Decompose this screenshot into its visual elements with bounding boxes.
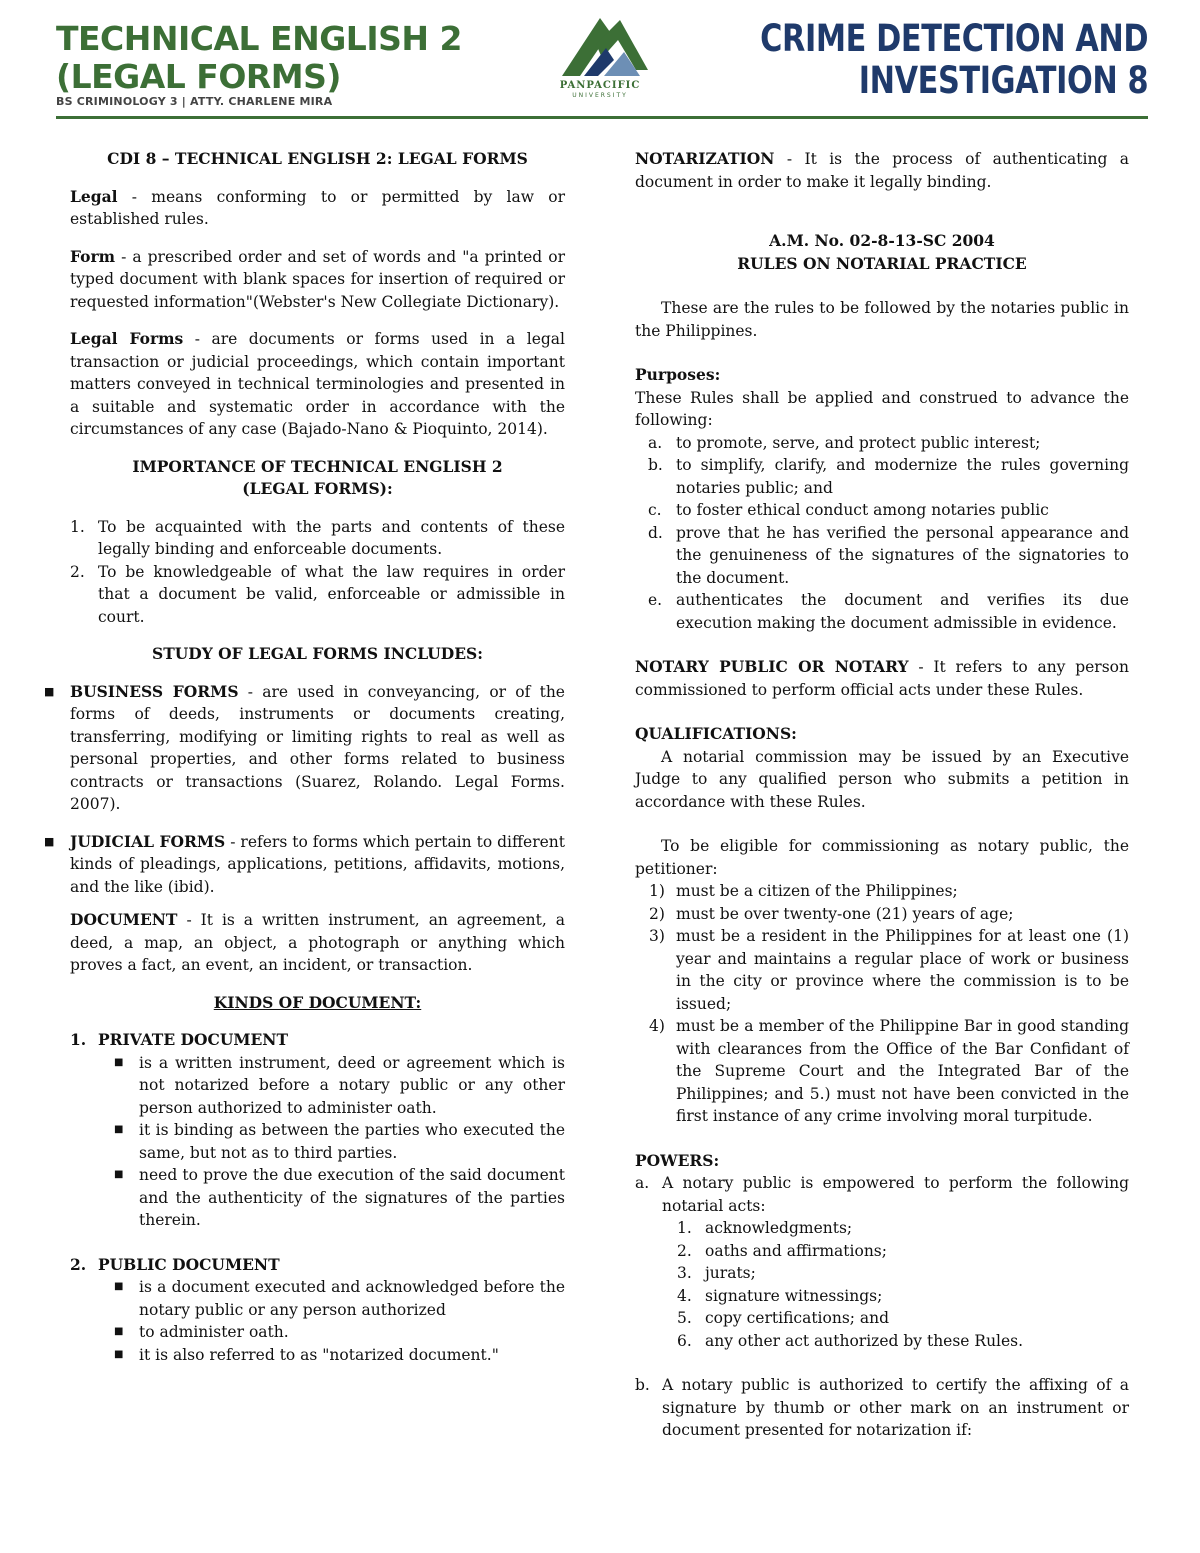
list-text: any other act authorized by these Rules. — [705, 1331, 1024, 1350]
list-marker: 3. — [677, 1264, 692, 1282]
list-text: to simplify, clarify, and modernize the rules governing notaries public; and — [676, 456, 1129, 497]
list-text: must be over twenty-one (21) years of age; — [676, 904, 1014, 923]
importance-heading — [70, 456, 565, 501]
bullet-icon: ■ — [44, 684, 55, 698]
list-marker: 2. — [70, 1254, 87, 1274]
notarization-definition — [635, 148, 1129, 193]
public-document-title — [70, 1254, 565, 1277]
list-marker: 2. — [677, 1241, 692, 1260]
business-forms-def: - are used in conveyancing, or of the forms of deeds, instruments or documents creating, transferring, modifying or limiting rights to real as well as personal properties, and other forms related to business contracts or transactions (Suarez, Rolando. Legal Forms. 2007). — [70, 682, 565, 813]
list-item — [635, 522, 1129, 590]
legal-forms-def: - are documents or forms used in a legal transaction or judicial proceedings, which contain important matters conveyed in technical terminologies and presented in a suitable and systematic order in accordance with the circumstances of any case (Bajado-Nano & Pioquinto, 2014). — [70, 330, 565, 438]
purposes-intro: These Rules shall be applied and construed to advance the following: — [635, 388, 1129, 429]
bullet-icon: ■ — [114, 1281, 124, 1292]
list-text: must be a resident in the Philippines for at least one (1) year and maintains a regular place of work or business in the city or province where the commission is to be issued; — [676, 927, 1129, 1013]
study-list — [44, 681, 565, 899]
list-text: it is binding as between the parties who executed the same, but not as to third parties. — [139, 1121, 565, 1162]
notary-def: - It refers to any person commissioned to perform official acts under these Rules. — [635, 658, 1129, 699]
list-marker: a. — [648, 433, 663, 452]
list-item — [70, 1276, 565, 1321]
document-term: DOCUMENT — [70, 910, 178, 929]
rules-intro: These are the rules to be followed by the notaries public in the Philippines. — [635, 299, 1129, 340]
list-text: must be a member of the Philippine Bar in good standing with clearances from the Office of the Bar Confidant of the Supreme Court and the Integrated Bar of the Philippines; and 5.) must not have been convicted in the first instance of any crime involving moral turpitude. — [676, 1017, 1129, 1125]
notary-term: NOTARY PUBLIC OR NOTARY — [635, 657, 909, 676]
course-title — [56, 20, 462, 96]
notarization-term: NOTARIZATION — [635, 149, 775, 168]
list-text: it is also referred to as "notarized document." — [139, 1345, 499, 1364]
private-document-list — [70, 1052, 565, 1232]
legal-def: - means conforming to or permitted by law or established rules. — [70, 187, 565, 228]
list-text: must be a citizen of the Philippines; — [676, 882, 958, 900]
list-text: authenticates the document and verifies its due execution making the document admissible in evidence. — [676, 591, 1129, 632]
am-heading-line1: A.M. No. 02-8-13-SC 2004 — [769, 231, 995, 250]
main-title: CDI 8 – TECHNICAL ENGLISH 2: LEGAL FORMS — [107, 149, 528, 168]
business-forms-term: BUSINESS FORMS — [70, 681, 239, 701]
public-document-list — [70, 1276, 565, 1366]
importance-list — [70, 516, 565, 629]
private-document-title — [70, 1029, 565, 1052]
list-item — [70, 1164, 565, 1232]
legal-forms-term: Legal Forms — [70, 329, 184, 348]
right-column — [635, 148, 1129, 1457]
qualifications-list — [635, 880, 1129, 1128]
qualifications-intro: A notarial commission may be issued by an Executive Judge to any qualified person who submits a petition in accordance with these Rules. — [635, 747, 1129, 811]
purposes-list — [635, 432, 1129, 635]
list-item — [635, 1285, 1129, 1308]
list-text: oaths and affirmations; — [705, 1241, 887, 1260]
list-item — [70, 1321, 565, 1344]
list-marker: b. — [648, 456, 663, 474]
powers-label: POWERS: — [635, 1150, 720, 1170]
list-marker: 1. — [70, 517, 85, 536]
powers-item-a — [635, 1172, 1129, 1352]
list-text: need to prove the due execution of the said document and the authenticity of the signatures of the parties therein. — [139, 1166, 565, 1229]
list-marker: b. — [635, 1376, 650, 1394]
list-item — [635, 589, 1129, 634]
list-item — [635, 1307, 1129, 1330]
page-header — [56, 14, 1148, 118]
list-item — [70, 561, 565, 629]
form-definition — [70, 246, 565, 314]
list-item — [70, 1119, 565, 1164]
purposes-label: Purposes: — [635, 365, 721, 384]
list-marker: e. — [648, 591, 663, 609]
public-title-text: PUBLIC DOCUMENT — [98, 1254, 280, 1274]
subject-title — [760, 18, 1148, 102]
list-item — [70, 516, 565, 561]
bullet-icon: ■ — [114, 1326, 124, 1337]
am-heading — [635, 230, 1129, 275]
header-divider — [56, 116, 1148, 119]
importance-heading-line2: (LEGAL FORMS): — [242, 479, 393, 498]
list-text: acknowledgments; — [705, 1219, 853, 1237]
list-marker: 2. — [70, 562, 85, 581]
list-item — [635, 432, 1129, 455]
list-text: signature witnessings; — [705, 1286, 883, 1305]
list-marker: 3) — [649, 927, 665, 945]
judicial-forms-term: JUDICIAL FORMS — [70, 831, 226, 851]
bullet-icon: ■ — [114, 1348, 124, 1360]
list-marker: 2) — [649, 904, 665, 923]
list-text: to foster ethical conduct among notaries public — [676, 501, 1049, 519]
list-text: copy certifications; and — [705, 1309, 890, 1327]
kinds-heading: KINDS OF DOCUMENT: — [213, 992, 422, 1012]
list-text: To be knowledgeable of what the law requires in order that a document be valid, enforceable or admissible in court. — [98, 562, 565, 626]
notarial-acts-list — [662, 1217, 1129, 1352]
list-text: prove that he has verified the personal appearance and the genuineness of the signatures of the signatories to the document. — [676, 523, 1129, 587]
notary-definition — [635, 656, 1129, 701]
subject-title-line2: INVESTIGATION 8 — [858, 59, 1148, 102]
list-item — [635, 925, 1129, 1015]
list-text: to administer oath. — [139, 1323, 289, 1341]
notarization-def: - It is the process of authenticating a document in order to make it legally binding. — [635, 150, 1129, 191]
list-text: To be acquainted with the parts and contents of these legally binding and enforceable documents. — [98, 517, 565, 558]
list-marker: 6. — [677, 1331, 692, 1350]
logo-name: PANPACIFIC — [559, 80, 641, 91]
list-item — [70, 1344, 565, 1367]
course-title-line2: (LEGAL FORMS) — [56, 57, 341, 96]
judicial-forms-def: - refers to forms which pertain to different kinds of pleadings, applications, petitions, affidavits, motions, and the like (ibid). — [70, 832, 565, 896]
powers-item-b — [635, 1374, 1129, 1442]
list-text: A notary public is empowered to perform the following notarial acts: — [662, 1174, 1129, 1215]
list-item — [44, 831, 565, 899]
list-item — [635, 903, 1129, 926]
bullet-icon: ■ — [44, 834, 55, 848]
list-item — [635, 880, 1129, 903]
list-marker: 1. — [677, 1219, 692, 1237]
legal-term: Legal — [70, 186, 118, 206]
subject-title-line1: CRIME DETECTION AND — [759, 17, 1148, 60]
left-column — [44, 148, 565, 1381]
private-title-text: PRIVATE DOCUMENT — [98, 1030, 289, 1049]
list-text: is a written instrument, deed or agreement which is not notarized before a notary public or any other person authorized to administer oath. — [139, 1053, 565, 1117]
list-item — [635, 1015, 1129, 1128]
list-marker: 4. — [677, 1286, 692, 1305]
list-text: A notary public is authorized to certify the affixing of a signature by thumb or other mark on an instrument or document presented for notarization if: — [662, 1376, 1129, 1439]
bullet-icon: ■ — [114, 1169, 124, 1180]
list-marker: d. — [648, 523, 663, 542]
importance-heading-line1: IMPORTANCE OF TECHNICAL ENGLISH 2 — [132, 456, 503, 476]
legal-definition — [70, 186, 565, 231]
list-item — [635, 1330, 1129, 1353]
list-item — [635, 1240, 1129, 1263]
course-title-line1: TECHNICAL ENGLISH 2 — [56, 19, 462, 58]
list-text: jurats; — [705, 1264, 756, 1282]
list-marker: c. — [648, 501, 662, 519]
study-heading: STUDY OF LEGAL FORMS INCLUDES: — [152, 644, 483, 663]
list-marker: 4) — [649, 1017, 665, 1035]
list-item — [70, 1052, 565, 1120]
course-subtitle: BS CRIMINOLOGY 3 | ATTY. CHARLENE MIRA — [56, 95, 333, 108]
list-marker: 1) — [649, 882, 665, 900]
list-text: to promote, serve, and protect public interest; — [676, 433, 1041, 452]
list-marker: 5. — [677, 1309, 692, 1327]
powers-list — [635, 1172, 1129, 1442]
list-item — [635, 1217, 1129, 1240]
logo-sub: UNIVERSITY — [572, 92, 628, 99]
list-item — [635, 454, 1129, 499]
list-marker: 1. — [70, 1030, 87, 1049]
form-def: - a prescribed order and set of words and "a printed or typed document with blank spaces for insertion of required or requested information"(Webster's New Collegiate Dictionary). — [70, 247, 565, 311]
bullet-icon: ■ — [114, 1124, 124, 1135]
document-def: - It is a written instrument, an agreement, a deed, a map, an object, a photograph or anything which proves a fact, an event, an incident, or transaction. — [70, 911, 565, 974]
am-heading-line2: RULES ON NOTARIAL PRACTICE — [737, 253, 1027, 273]
list-item — [44, 681, 565, 816]
legal-forms-definition — [70, 328, 565, 441]
qualifications-label: QUALIFICATIONS: — [635, 724, 797, 743]
eligible-intro: To be eligible for commissioning as notary public, the petitioner: — [635, 837, 1129, 878]
document-definition — [70, 909, 565, 977]
form-term: Form — [70, 246, 116, 266]
bullet-icon: ■ — [114, 1056, 124, 1068]
list-text: is a document executed and acknowledged before the notary public or any person authorized — [139, 1278, 565, 1319]
list-item — [635, 499, 1129, 522]
list-item — [635, 1262, 1129, 1285]
list-marker: a. — [635, 1174, 650, 1192]
